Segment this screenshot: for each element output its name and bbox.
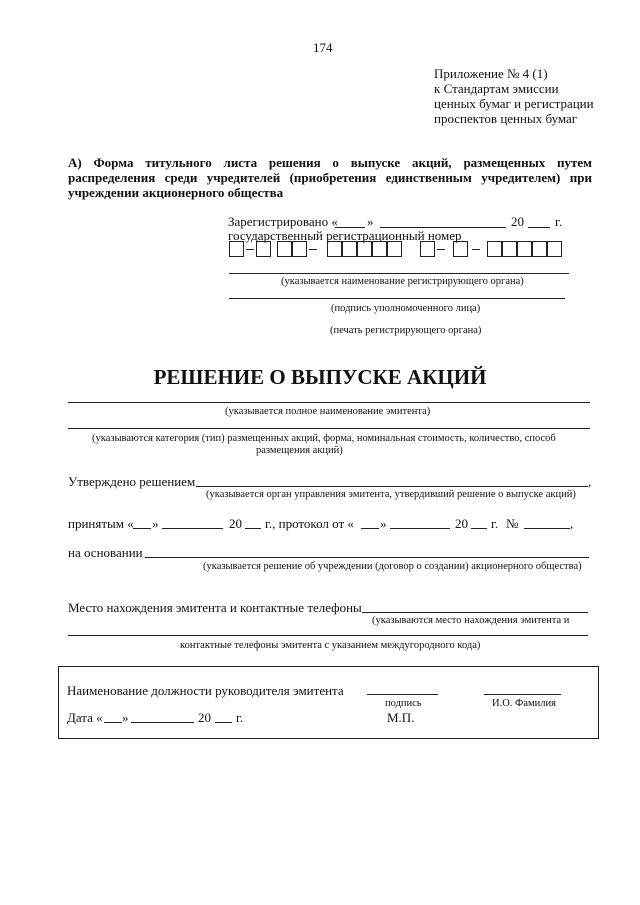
issuer-name-hint: (указывается полное наименование эмитента)	[225, 406, 431, 417]
date-year-suffix: г.	[236, 710, 244, 725]
reg-number-box[interactable]	[547, 241, 562, 257]
appendix-line-3: ценных бумаг и регистрации	[434, 96, 594, 111]
registered-year-prefix: 20	[511, 214, 524, 229]
date-quote-close: »	[122, 710, 129, 725]
protocol-quote-close: »	[380, 516, 387, 531]
reg-number-dash	[309, 249, 317, 250]
registered-label: Зарегистрировано «	[228, 214, 338, 229]
date-label: Дата «	[67, 710, 103, 725]
location-hint-line-1: (указываются место нахождения эмитента и	[372, 615, 570, 626]
shares-hint-line-2: размещения акций)	[256, 445, 343, 456]
state-reg-number-label: государственный регистрационный номер	[228, 228, 462, 243]
protocol-year-field[interactable]	[471, 528, 487, 529]
issuer-name-field[interactable]	[68, 402, 590, 403]
page-title: РЕШЕНИЕ О ВЫПУСКЕ АКЦИЙ	[153, 365, 487, 389]
date-year-prefix: 20	[198, 710, 211, 725]
position-label: Наименование должности руководителя эмитента	[67, 683, 344, 698]
protocol-comma: ,	[570, 516, 574, 531]
reg-number-box[interactable]	[420, 241, 435, 257]
appendix-line-4: проспектов ценных бумаг	[434, 111, 578, 126]
adopted-month-field[interactable]	[162, 528, 223, 529]
location-label: Место нахождения эмитента и контактные телефоны	[68, 600, 362, 615]
protocol-year-prefix: 20	[455, 516, 468, 531]
date-month-field[interactable]	[131, 722, 194, 723]
reg-number-box[interactable]	[357, 241, 372, 257]
protocol-number-field[interactable]	[524, 528, 570, 529]
date-year-field[interactable]	[215, 722, 232, 723]
section-title-line-2: распределения среди учредителей (приобретения единственным учредителем) при	[68, 170, 592, 185]
appendix-line-2: к Стандартам эмиссии	[434, 81, 559, 96]
location-hint-line-2: контактные телефоны эмитента с указанием междугородного кода)	[180, 640, 481, 651]
name-caption: И.О. Фамилия	[492, 698, 556, 709]
stamp-hint: (печать регистрирующего органа)	[330, 325, 482, 336]
reg-number-dash	[246, 249, 254, 250]
appendix-line-1: Приложение № 4 (1)	[434, 66, 548, 81]
signature-hint: (подпись уполномоченного лица)	[331, 303, 481, 314]
regorgan-name-field[interactable]	[229, 273, 569, 274]
basis-label: на основании	[68, 545, 143, 560]
protocol-label: г., протокол от «	[265, 516, 354, 531]
reg-number-box[interactable]	[532, 241, 547, 257]
section-title-line-3: учреждении акционерного общества	[68, 185, 284, 200]
registered-year-field[interactable]	[528, 227, 550, 228]
reg-number-box[interactable]	[342, 241, 357, 257]
reg-number-box[interactable]	[277, 241, 292, 257]
approving-body-field[interactable]	[196, 486, 588, 487]
protocol-number-label: №	[506, 516, 519, 531]
reg-number-box[interactable]	[487, 241, 502, 257]
shares-hint-line-1: (указываются категория (тип) размещенных акций, форма, номинальная стоимость, количество, способ	[92, 433, 556, 444]
full-name-field[interactable]	[484, 694, 561, 695]
reg-number-box[interactable]	[502, 241, 517, 257]
protocol-day-field[interactable]	[361, 528, 379, 529]
reg-number-box[interactable]	[327, 241, 342, 257]
protocol-year-suffix: г.	[491, 516, 499, 531]
adopted-day-field[interactable]	[133, 528, 151, 529]
registered-year-suffix: г.	[555, 214, 563, 229]
approved-hint: (указывается орган управления эмитента, утвердивший решение о выпуске акций)	[206, 489, 576, 500]
basis-hint: (указывается решение об учреждении (договор о создании) акционерного общества)	[203, 561, 582, 572]
basis-field[interactable]	[145, 557, 589, 558]
registered-quote-close: »	[367, 214, 374, 229]
reg-number-box[interactable]	[453, 241, 468, 257]
regorgan-hint: (указывается наименование регистрирующего органа)	[281, 276, 524, 287]
location-field[interactable]	[362, 612, 588, 613]
shares-description-field[interactable]	[68, 428, 590, 429]
page-number: 174	[313, 40, 333, 55]
reg-number-box[interactable]	[517, 241, 532, 257]
adopted-year-field[interactable]	[245, 528, 261, 529]
signature-caption: подпись	[385, 698, 422, 709]
section-title-line-1: А) Форма титульного листа решения о выпуске акций, размещенных путем	[68, 155, 592, 170]
approved-comma: ,	[588, 474, 592, 489]
reg-number-dash	[437, 249, 445, 250]
protocol-month-field[interactable]	[390, 528, 450, 529]
date-day-field[interactable]	[104, 722, 122, 723]
authorized-signature-field[interactable]	[229, 298, 565, 299]
reg-number-box[interactable]	[387, 241, 402, 257]
reg-number-box[interactable]	[229, 241, 244, 257]
reg-number-box[interactable]	[292, 241, 307, 257]
approved-label: Утверждено решением	[68, 474, 196, 489]
adopted-quote-close: »	[152, 516, 159, 531]
reg-number-box[interactable]	[256, 241, 271, 257]
adopted-label: принятым «	[68, 516, 134, 531]
contact-phones-field[interactable]	[68, 635, 588, 636]
adopted-year-prefix: 20	[229, 516, 242, 531]
reg-number-dash	[472, 249, 480, 250]
stamp-label: М.П.	[387, 710, 415, 725]
reg-number-box[interactable]	[372, 241, 387, 257]
signature-field[interactable]	[367, 694, 438, 695]
